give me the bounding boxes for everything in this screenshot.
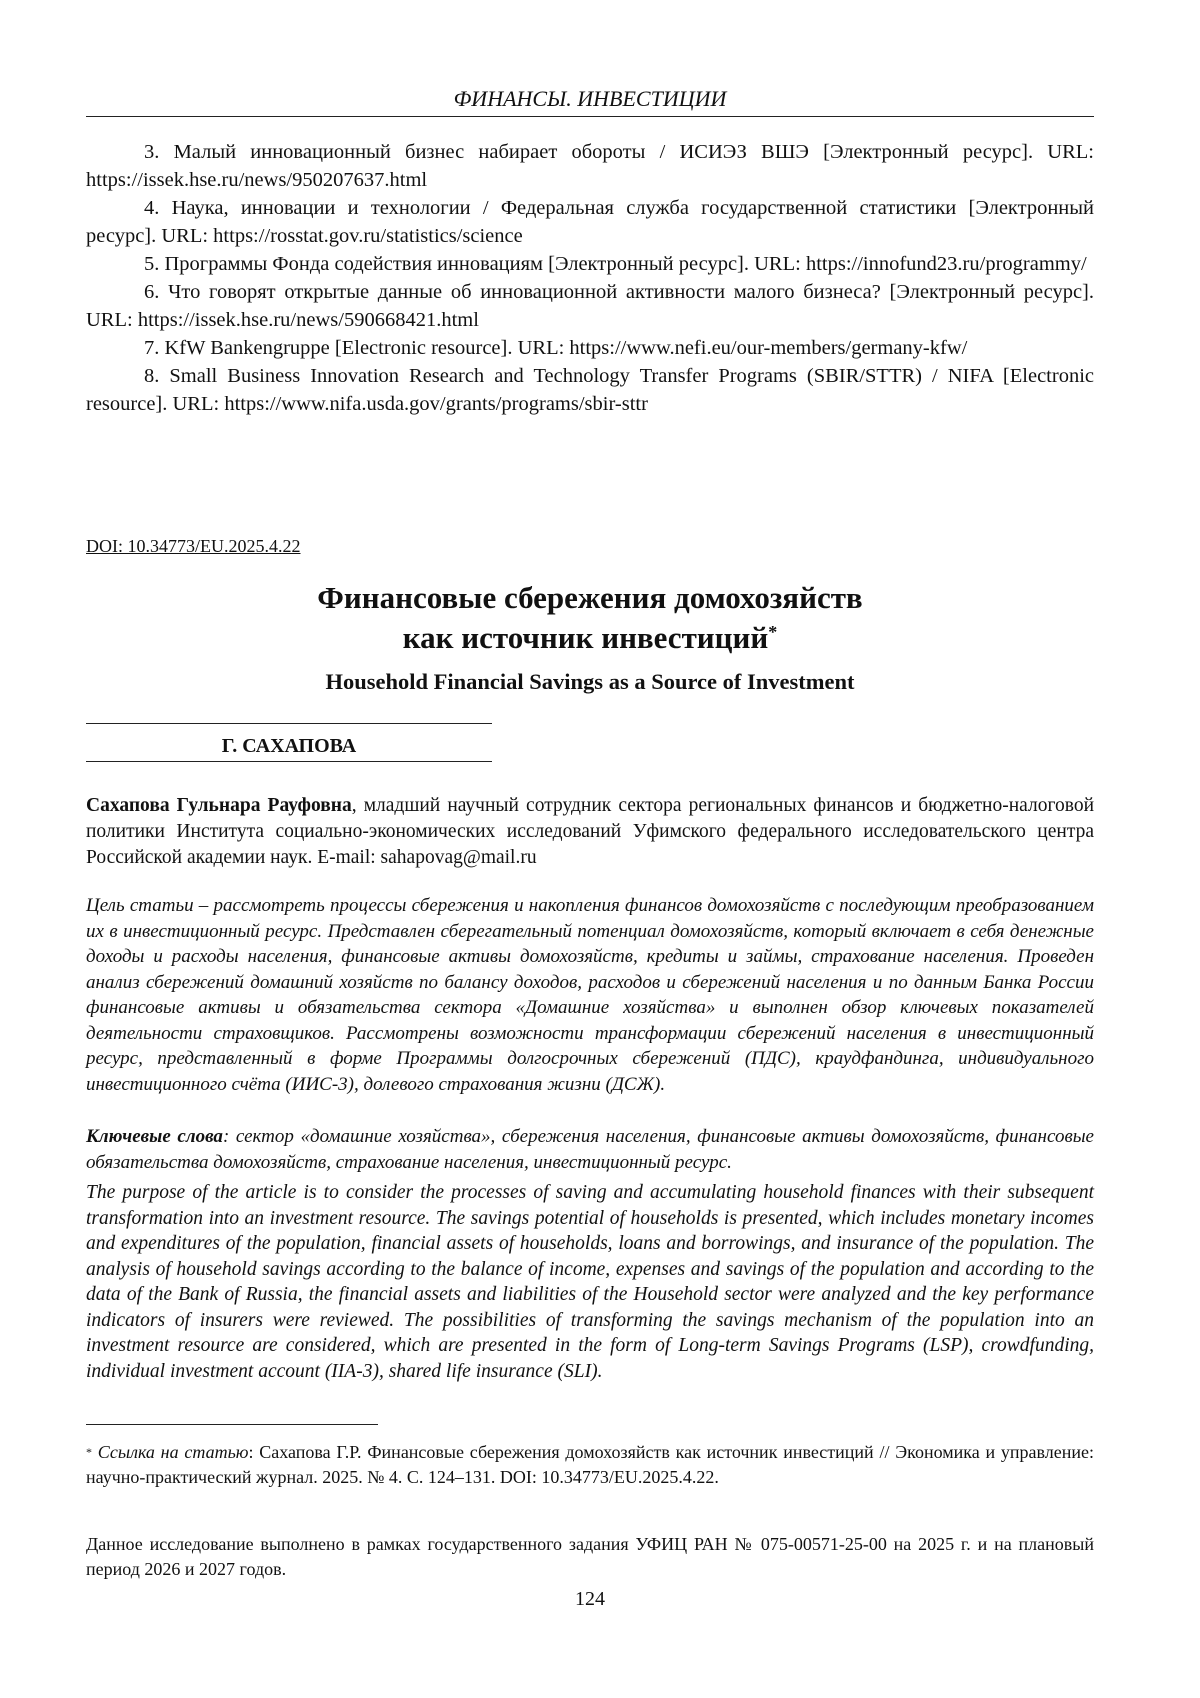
title-line-2-text: как источник инвестиций: [403, 620, 769, 655]
author-affiliation: [86, 793, 1094, 871]
citation-footnote: [86, 1440, 1094, 1490]
journal-page: [86, 0, 1094, 1698]
running-title: ФИНАНСЫ. ИНВЕСТИЦИИ: [454, 86, 727, 111]
footnote-rule: [86, 1424, 378, 1425]
reference-item: 3. Малый инновационный бизнес набирает обороты / ИСИЭЗ ВШЭ [Электронный ресурс]. URL: https://issek.hse.ru/news/950207637.html: [86, 138, 1094, 194]
author-rule-bottom: [86, 761, 492, 762]
keywords-text: : сектор «домашние хозяйства», сбережения населения, финансовые активы домохозяйств, финансовые обязательства домохозяйств, страхование населения, инвестиционный ресурс.: [86, 1126, 1094, 1173]
footnote-label: Ссылка на статью: [98, 1442, 249, 1462]
affiliation-name: Сахапова Гульнара Рауфовна: [86, 795, 352, 816]
footnote-mark: *: [86, 1445, 92, 1459]
abstract-english: The purpose of the article is to consider the processes of saving and accumulating household finances with their subsequent transformation into an investment resource. The savings potential of households is presented, which includes monetary incomes and expenditures of the population, financial assets of households, loans and borrowings, and insurance of the population. The analysis of household savings according to the balance of income, expenses and savings of the population and according to the data of the Bank of Russia, the financial assets and liabilities of the Household sector were analyzed and the key performance indicators of insurers were reviewed. The possibilities of transforming the savings mechanism of the population into an investment resource are considered, which are presented in the form of Long-term Savings Programs (LSP), crowdfunding, individual investment account (IIA-3), shared life insurance (SLI).: [86, 1180, 1094, 1384]
footnote-text: : Сахапова Г.Р. Финансовые сбережения домохозяйств как источник инвестиций // Экономика и управление: научно-практический журнал. 2025. № 4. С. 124–131. DOI: 10.34773/EU.2025.4.22.: [86, 1442, 1094, 1487]
article-title: [86, 578, 1094, 658]
keywords-label: Ключевые слова: [86, 1126, 223, 1147]
article-title-en: Household Financial Savings as a Source of Investment: [86, 668, 1094, 696]
title-line-2: [86, 618, 1094, 658]
running-header: [86, 86, 1094, 117]
author-rule-top: [86, 723, 492, 724]
affiliation-text: , младший научный сотрудник сектора региональных финансов и бюджетно-налоговой политики Института социально-экономических исследований Уфимского федерального исследовательского центра Российской академии наук. E-mail: sahapovag@mail.ru: [86, 795, 1094, 868]
abstract-russian: Цель статьи – рассмотреть процессы сбережения и накопления финансов домохозяйств с последующим преобразованием их в инвестиционный ресурс. Представлен сберегательный потенциал домохозяйств, который включает в себя денежные доходы и расходы населения, финансовые активы домохозяйств, кредиты и займы, страхование населения. Проведен анализ сбережений домашний хозяйств по балансу доходов, расходов и сбережений населения и по данным Банка России финансовые активы и обязательства сектора «Домашние хозяйства» и выполнен обзор ключевых показателей деятельности страховщиков. Рассмотрены возможности трансформации сбережений населения в инвестиционный ресурс, представленный в форме Программы долгосрочных сбережений (ПДС), краудфандинга, индивидуального инвестиционного счёта (ИИС-3), долевого страхования жизни (ДСЖ).: [86, 893, 1094, 1097]
reference-item: 4. Наука, инновации и технологии / Федеральная служба государственной статистики [Электронный ресурс]. URL: https://rosstat.gov.ru/statistics/science: [86, 194, 1094, 250]
funding-note: Данное исследование выполнено в рамках государственного задания УФИЦ РАН № 075-00571-25-00 на 2025 г. и на плановый период 2026 и 2027 годов.: [86, 1532, 1094, 1582]
title-footnote-mark: *: [768, 622, 777, 642]
reference-item: 5. Программы Фонда содействия инновациям [Электронный ресурс]. URL: https://innofund23.ru/programmy/: [86, 250, 1094, 278]
title-line-1: Финансовые сбережения домохозяйств: [86, 578, 1094, 618]
reference-item: 8. Small Business Innovation Research and Technology Transfer Programs (SBIR/STTR) / NIFA [Electronic resource]. URL: https://www.nifa.usda.gov/grants/programs/sbir-sttr: [86, 362, 1094, 418]
keywords: [86, 1124, 1094, 1175]
reference-item: 6. Что говорят открытые данные об инновационной активности малого бизнеса? [Электронный ресурс]. URL: https://issek.hse.ru/news/590668421.html: [86, 278, 1094, 334]
reference-list: [86, 138, 1094, 418]
author-name: Г. САХАПОВА: [86, 734, 492, 758]
page-number: 124: [86, 1588, 1094, 1611]
article-doi: DOI: 10.34773/EU.2025.4.22: [86, 536, 301, 557]
reference-item: 7. KfW Bankengruppe [Electronic resource]. URL: https://www.nefi.eu/our-members/germany-kfw/: [86, 334, 1094, 362]
